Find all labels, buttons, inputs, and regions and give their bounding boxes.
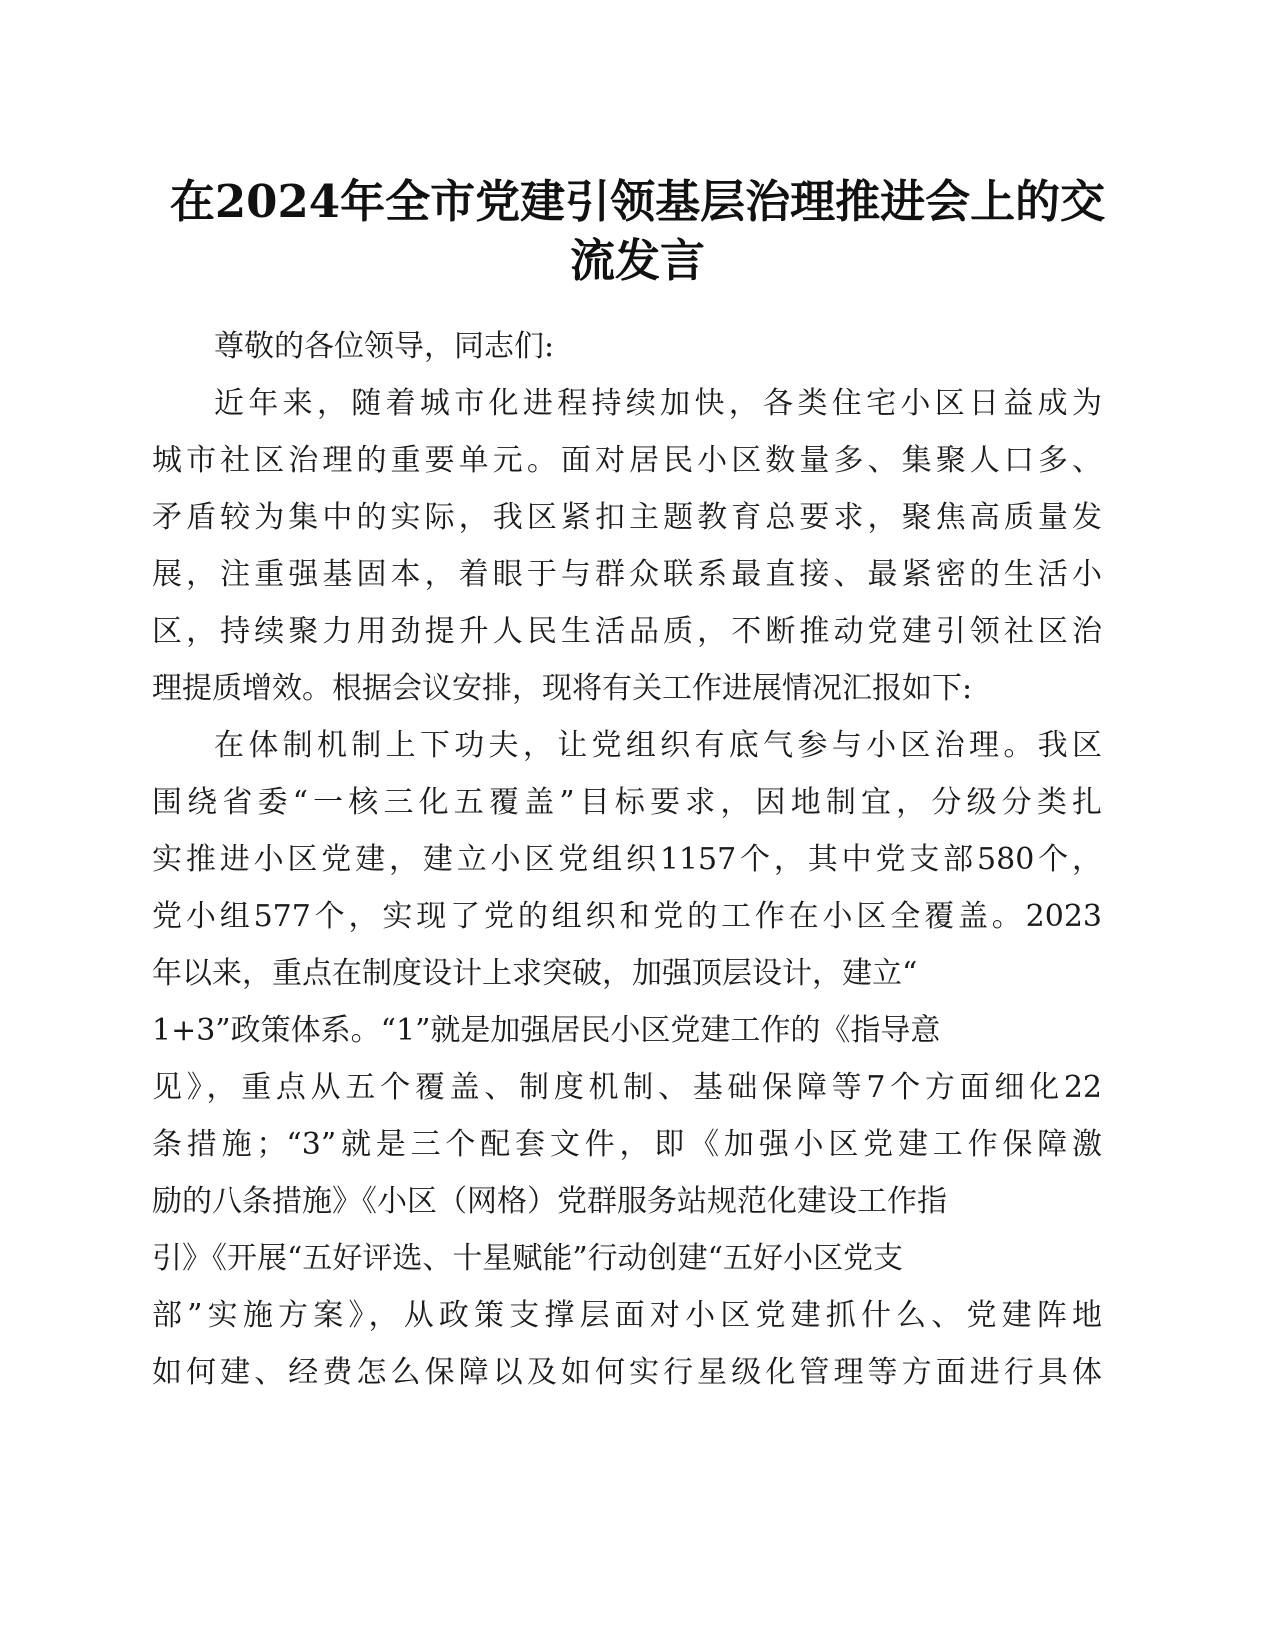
body-line: 围绕省委“一核三化五覆盖”目标要求，因地制宜，分级分类扎 — [152, 785, 1102, 820]
body-line: 励的八条措施》《小区（网格）党群服务站规范化建设工作指 — [152, 1184, 947, 1219]
body-line: 1+3”政策体系。“1”就是加强居民小区党建工作的《指导意 — [152, 1013, 941, 1048]
document-title — [140, 172, 1135, 290]
title-line-2: 流发言 — [569, 234, 705, 287]
body-line: 见》，重点从五个覆盖、制度机制、基础保障等7个方面细化22 — [152, 1070, 1102, 1105]
title-line-1: 在2024年全市党建引领基层治理推进会上的交 — [169, 175, 1106, 228]
body-line: 理提质增效。根据会议安排，现将有关工作进展情况汇报如下: — [152, 671, 973, 706]
body-line: 实推进小区党建，建立小区党组织1157个，其中党支部580个， — [152, 842, 1102, 877]
salutation-line: 尊敬的各位领导，同志们: — [214, 329, 555, 364]
body-line: 矛盾较为集中的实际，我区紧扣主题教育总要求，聚焦高质量发 — [152, 500, 1102, 535]
body-line: 年以来，重点在制度设计上求突破，加强顶层设计，建立“ — [152, 956, 918, 991]
body-line: 如何建、经费怎么保障以及如何实行星级化管理等方面进行具体 — [152, 1355, 1102, 1390]
body-line: 党小组577个，实现了党的组织和党的工作在小区全覆盖。2023 — [152, 899, 1102, 934]
body-line: 引》《开展“五好评选、十星赋能”行动创建“五好小区党支 — [152, 1241, 904, 1276]
body-line: 近年来，随着城市化进程持续加快，各类住宅小区日益成为 — [214, 386, 1102, 421]
document-body — [152, 318, 1102, 1401]
body-line: 条措施；“3”就是三个配套文件，即《加强小区党建工作保障激 — [152, 1127, 1102, 1162]
body-line: 区，持续聚力用劲提升人民生活品质，不断推动党建引领社区治 — [152, 614, 1102, 649]
body-line: 城市社区治理的重要单元。面对居民小区数量多、集聚人口多、 — [152, 443, 1102, 478]
body-line: 展，注重强基固本，着眼于与群众联系最直接、最紧密的生活小 — [152, 557, 1102, 592]
body-line: 部”实施方案》，从政策支撑层面对小区党建抓什么、党建阵地 — [152, 1298, 1102, 1333]
body-line: 在体制机制上下功夫，让党组织有底气参与小区治理。我区 — [214, 728, 1102, 763]
